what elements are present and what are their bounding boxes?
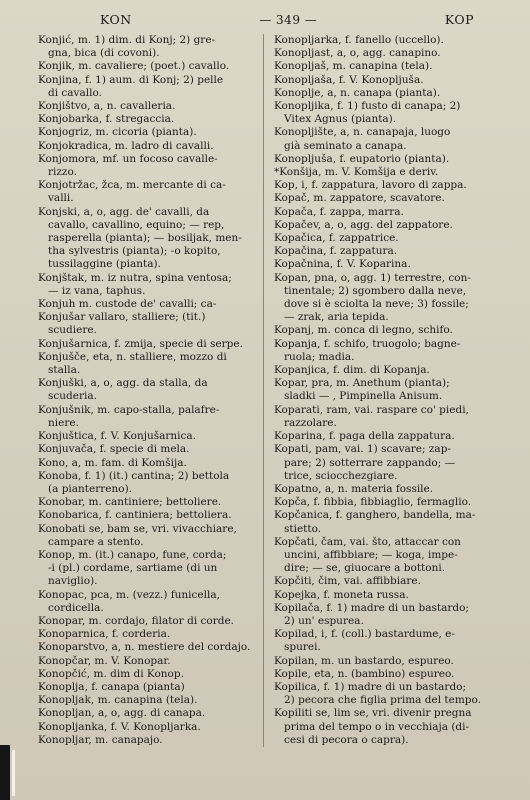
- dictionary-entry: Kopile, eta, n. (bambino) espureo.: [274, 667, 455, 680]
- dictionary-entry: Kopač, m. zappatore, scavatore.: [274, 192, 445, 205]
- dictionary-entry: Koparina, f. paga della zappatura.: [274, 430, 455, 443]
- left-column: [14, 34, 264, 747]
- dictionary-entry: Konopar, m. cordajo, filator di corde.: [38, 614, 235, 627]
- dictionary-entry: Konjotržac, žca, m. mercante di ca- valli.: [38, 179, 226, 205]
- dictionary-entry: Konopljar, m. canapajo.: [38, 733, 163, 746]
- dictionary-entry: Konoparnica, f. corderia.: [38, 628, 171, 641]
- dictionary-entry: Konopljak, m. canapina (tela).: [38, 694, 198, 707]
- right-column: [264, 34, 514, 747]
- dictionary-entry: Koparati, ram, vai. raspare co' piedi, razzolare.: [274, 403, 469, 429]
- dictionary-entry: Konjski, a, o, agg. de' cavalli, da cavallo, cavallino, equino; — rep, rasperella (pianta); — bosiljak, men- tha sylvestris (pianta); -o kopito, tussilaggine (pianta).: [38, 205, 242, 271]
- dictionary-entry: Konoba, f. 1) (it.) cantina; 2) bettola (a pianterreno).: [38, 469, 230, 495]
- dictionary-entry: Kopačev, a, o, agg. del zappatore.: [274, 218, 453, 231]
- dictionary-entry: Konjušarnica, f. zmija, specie di serpe.: [38, 337, 243, 350]
- dictionary-entry: Kopanjica, f. dim. di Kopanja.: [274, 364, 430, 377]
- dictionary-entry: Konoparstvo, a, n. mestiere del cordajo.: [38, 641, 251, 654]
- dictionary-entry: Kopiliti se, lim se, vri. divenir pregna prima del tempo o in vecchiaja (di- cesi di pecora o capra).: [274, 707, 472, 746]
- page-number: — 349 —: [259, 13, 318, 27]
- header-left-guide-word: KON: [100, 12, 132, 27]
- dictionary-entry: Kopan, pna, o, agg. 1) terrestre, con- tinentale; 2) sgombero dalla neve, dove si è sciolta la neve; 3) fossile; — zrak, aria tepida.: [274, 271, 471, 324]
- dictionary-entry: Kopača, f. zappa, marra.: [274, 205, 404, 218]
- dictionary-entry: Konjogriz, m. cicoria (pianta).: [38, 126, 197, 139]
- dictionary-entry: Kopčati, čam, vai. što, attaccar con uncini, affibbiare; — koga, impe- dire; — se, giuocare a bottoni.: [274, 535, 461, 575]
- dictionary-entry: Konoplja, f. canapa (pianta): [38, 680, 185, 693]
- dictionary-entry: Konoplje, a, n. canapa (pianta).: [274, 86, 441, 99]
- dictionary-entry: Kopar, pra, m. Anethum (pianta); sladki — , Pimpinella Anisum.: [274, 377, 450, 403]
- dictionary-entry: Konobati se, bam se, vri. vivacchiare, campare a stento.: [38, 522, 237, 548]
- dictionary-entry: Konopac, pca, m. (vezz.) funicella, cordicella.: [38, 588, 220, 614]
- dictionary-entry: Konobar, m. cantiniere; bettoliere.: [38, 496, 222, 509]
- binding-edge-highlight: [12, 750, 15, 796]
- dictionary-entry: Konjić, m. 1) dim. di Konj; 2) gre- gna, bica (di covoni).: [38, 34, 216, 60]
- dictionary-entry: Konjuh m. custode de' cavalli; ca-: [38, 298, 217, 311]
- dictionary-entry: Konjuštica, f. V. Konjušarnica.: [38, 430, 196, 443]
- dictionary-entry: Konjik, m. cavaliere; (poet.) cavallo.: [38, 60, 230, 73]
- dictionary-entry: Kopanj, m. conca di legno, schifo.: [274, 324, 453, 337]
- dictionary-entry: Kopčanica, f. ganghero, bandella, ma- stietto.: [274, 509, 476, 535]
- dictionary-entry: Kopačica, f. zappatrice.: [274, 232, 399, 245]
- binding-edge: [0, 745, 10, 800]
- dictionary-entry: Konopljaš, m. canapina (tela).: [274, 60, 433, 73]
- dictionary-entry: Kopčiti, čim, vai. affibbiare.: [274, 575, 421, 588]
- dictionary-entry: Konop, m. (it.) canapo, fune, corda; -i (pl.) cordame, sartiame (di un naviglio).: [38, 548, 227, 588]
- dictionary-entry: Kopilača, f. 1) madre di un bastardo; 2) un' espurea.: [274, 601, 469, 627]
- page-header: [14, 6, 514, 34]
- dictionary-entry: Kopilan, m. un bastardo, espureo.: [274, 654, 454, 667]
- dictionary-entry: Konopčar, m. V. Konopar.: [38, 654, 171, 667]
- dictionary-entry: Konjuvača, f. specie di mela.: [38, 443, 190, 456]
- dictionary-entry: Konopljanka, f. V. Konopljarka.: [38, 720, 201, 733]
- dictionary-entry: Kop, i, f. zappatura, lavoro di zappa.: [274, 179, 467, 192]
- dictionary-entry: Konjuški, a, o, agg. da stalla, da scuderia.: [38, 377, 208, 403]
- header-right-guide-word: KOP: [444, 12, 474, 27]
- dictionary-entry: Konjušnik, m. capo-stalla, palafre- niere.: [38, 403, 220, 429]
- dictionary-entry: Konopljarka, f. fanello (uccello).: [274, 34, 444, 46]
- dictionary-entry: Konjušče, eta, n. stalliere, mozzo di stalla.: [38, 350, 227, 377]
- dictionary-entry: Kopati, pam, vai. 1) scavare; zap- pare; 2) sotterrare zappando; — trice, sciocchezgiare.: [274, 443, 456, 482]
- dictionary-entry: Konobarica, f. cantiniera; bettoliera.: [38, 509, 232, 522]
- dictionary-entry: Konopljaša, f. V. Konopljuša.: [274, 73, 424, 86]
- dictionary-entry: *Konšija, m. V. Komšija e deriv.: [274, 166, 439, 179]
- dictionary-entry: Kono, a, m. fam. di Komšija.: [38, 456, 187, 469]
- dictionary-entry: Kopanja, f. schifo, truogolo; bagne- ruola; madia.: [274, 337, 461, 363]
- dictionary-entry: Kopilad, i, f. (coll.) bastardume, e- spurei.: [274, 628, 455, 654]
- dictionary-entry: Kopča, f. fibbia, fibbiaglio, fermaglio.: [274, 496, 472, 509]
- dictionary-entry: Konopljan, a, o, agg. di canapa.: [38, 707, 206, 720]
- dictionary-entry: Kopačina, f. zappatura.: [274, 245, 398, 258]
- dictionary-entry: Konopljište, a, n. canapaja, luogo già seminato a canapa.: [274, 126, 451, 152]
- dictionary-entry: Konjštak, m. iz nutra, spina ventosa; — iz vana, taphus.: [38, 271, 232, 297]
- dictionary-entry: Konopčić, m. dim di Konop.: [38, 667, 184, 680]
- dictionary-entry: Konjištvo, a, n. cavalleria.: [38, 100, 176, 113]
- dictionary-entry: Konopljast, a, o, agg. canapino.: [274, 47, 441, 60]
- dictionary-entry: Kopatno, a, n. materia fossile.: [274, 482, 434, 495]
- dictionary-entry: Kopačnina, f. V. Koparina.: [274, 258, 411, 271]
- dictionary-entry: Konjina, f. 1) aum. di Konj; 2) pelle di cavallo.: [38, 73, 224, 99]
- dictionary-entry: Konjokradica, m. ladro di cavalli.: [38, 139, 214, 152]
- dictionary-entry: Kopejka, f. moneta russa.: [274, 588, 409, 601]
- dictionary-entry: Kopilica, f. 1) madre di un bastardo; 2) pecora che figlia prima del tempo.: [274, 680, 481, 707]
- columns: [14, 34, 514, 747]
- dictionary-entry: Konopljika, f. 1) fusto di canapa; 2) Vitex Agnus (pianta).: [274, 100, 461, 126]
- dictionary-entry: Konopljuša, f. eupatorio (pianta).: [274, 152, 450, 165]
- dictionary-entry: Konjušar vallaro, stalliere; (tit.) scudiere.: [38, 311, 206, 337]
- dictionary-entry: Konjomora, mf. un focoso cavalle- rizzo.: [38, 152, 218, 179]
- dictionary-entry: Konjobarka, f. stregaccia.: [38, 113, 175, 126]
